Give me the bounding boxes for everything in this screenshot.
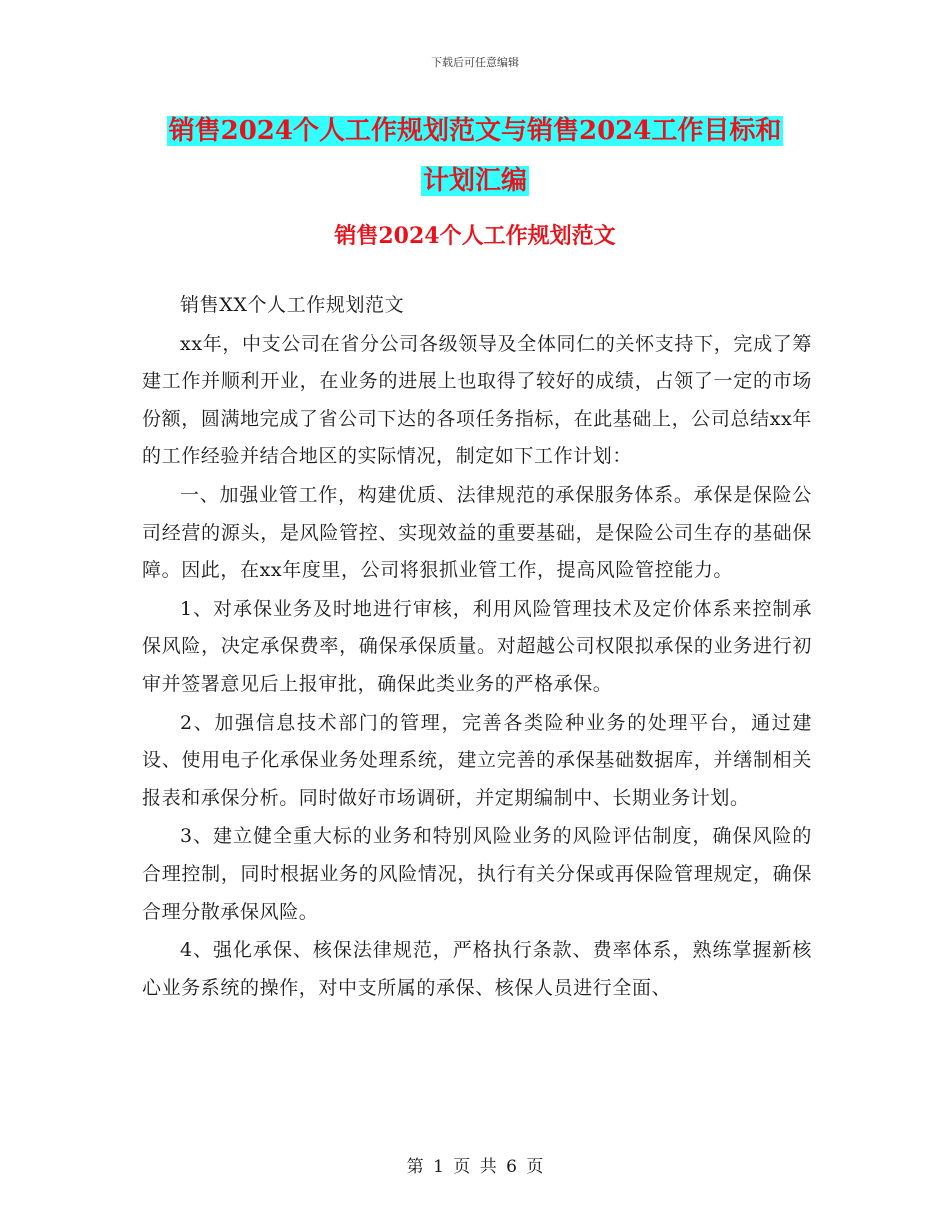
paragraph: 2、加强信息技术部门的管理，完善各类险种业务的处理平台，通过建设、使用电子化承保业务处理系统，建立完善的承保基础数据库，并缮制相关报表和承保分析。同时做好市场调研，并定期编制中、长期业务计划。 <box>142 711 812 809</box>
paragraph: 一、加强业管工作，构建优质、法律规范的承保服务体系。承保是保险公司经营的源头，是风险管控、实现效益的重要基础，是保险公司生存的基础保障。因此，在xx年度里，公司将狠抓业管工作，提高风险管控能力。 <box>142 483 812 582</box>
page-header-note: 下载后可任意编辑 <box>431 56 519 69</box>
document-title-line-1: 销售2024个人工作规划范文与销售2024工作目标和 <box>168 116 782 146</box>
document-body <box>142 287 812 1008</box>
paragraph-subtitle: 销售XX个人工作规划范文 <box>180 294 405 316</box>
document-title-line-2: 计划汇编 <box>422 166 527 196</box>
page-number-footer: 第 1 页 共 6 页 <box>406 1157 544 1177</box>
paragraph: 3、建立健全重大标的业务和特别风险业务的风险评估制度，确保风险的合理控制，同时根据业务的风险情况，执行有关分保或再保险管理规定，确保合理分散承保风险。 <box>142 825 812 923</box>
paragraph: xx年，中支公司在省分公司各级领导及全体同仁的关怀支持下，完成了筹建工作并顺利开业，在业务的进展上也取得了较好的成绩，占领了一定的市场份额，圆满地完成了省公司下达的各项任务指标，在此基础上，公司总结xx年的工作经验并结合地区的实际情况，制定如下工作计划： <box>142 332 812 468</box>
paragraph: 4、强化承保、核保法律规范，严格执行条款、费率体系，熟练掌握新核心业务系统的操作，对中支所属的承保、核保人员进行全面、 <box>142 939 812 999</box>
document-title <box>0 106 950 206</box>
section-heading: 销售2024个人工作规划范文 <box>334 223 616 249</box>
paragraph: 1、对承保业务及时地进行审核，利用风险管理技术及定价体系来控制承保风险，决定承保费率，确保承保质量。对超越公司权限拟承保的业务进行初审并签署意见后上报审批，确保此类业务的严格承保。 <box>142 597 812 695</box>
